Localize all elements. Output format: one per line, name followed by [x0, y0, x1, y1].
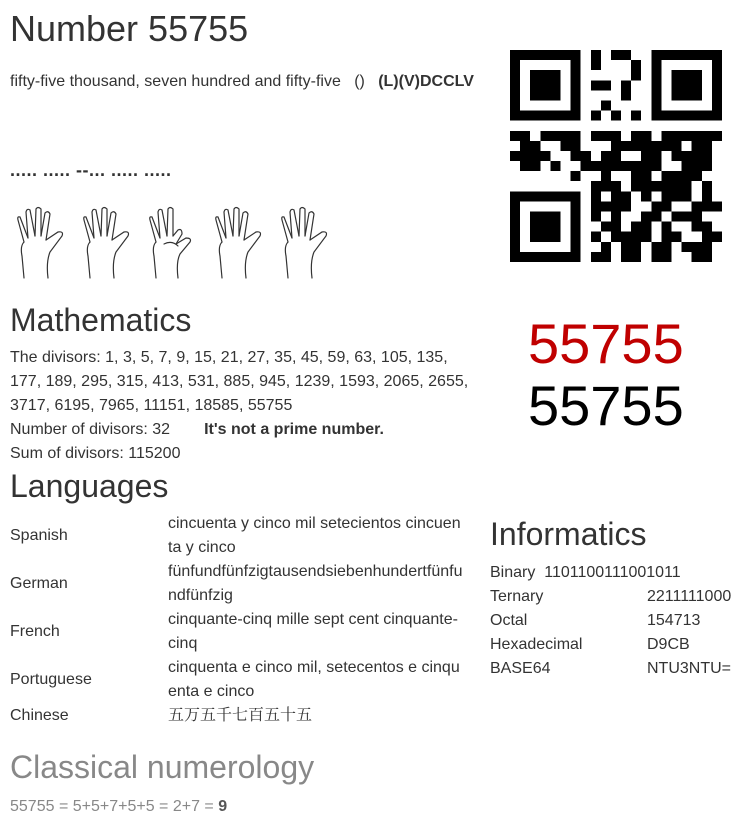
info-value: D9CB	[647, 636, 690, 653]
hand-five-icon	[208, 206, 272, 280]
info-key: BASE64	[490, 660, 551, 677]
sum-divisors-value: 115200	[128, 445, 181, 462]
num-divisors-line	[10, 418, 480, 442]
info-key	[490, 561, 731, 585]
language-value: cinquenta e cinco mil, setecentos e cinquenta e cinco	[168, 659, 460, 700]
sum-divisors-line	[10, 442, 480, 466]
informatics-table	[490, 561, 731, 681]
sum-divisors-label: Sum of divisors:	[10, 445, 124, 462]
table-row	[10, 512, 464, 560]
numerology-result: 9	[218, 798, 228, 815]
big-number-red: 55755	[528, 312, 684, 375]
hand-five-icon	[10, 206, 74, 280]
info-value: 2211111000	[647, 588, 732, 605]
hand-five-icon	[274, 206, 338, 280]
info-key: Hexadecimal	[490, 636, 583, 653]
hand-seven-icon	[142, 206, 206, 280]
page-title: Number 55755	[10, 8, 249, 49]
table-row	[10, 656, 464, 704]
language-value: cinquante-cinq mille sept cent cinquante-cinq	[168, 611, 458, 652]
table-row	[490, 633, 731, 657]
numerology-line	[10, 795, 227, 819]
languages-heading: Languages	[10, 468, 169, 504]
hand-five-icon	[76, 206, 140, 280]
languages-table	[10, 512, 464, 728]
info-value: NTU3NTU=	[647, 660, 732, 677]
language-value: cincuenta y cinco mil setecientos cincuenta y cinco	[168, 515, 461, 556]
number-in-words	[10, 70, 475, 94]
morse-code: ..... ..... --... ..... .....	[10, 160, 172, 180]
info-value: 154713	[647, 612, 701, 629]
prime-status: It's not a prime number.	[204, 421, 384, 438]
informatics-heading: Informatics	[490, 516, 647, 552]
roman-numeral: (L)(V)DCCLV	[378, 73, 474, 90]
hand-signs	[10, 206, 338, 280]
words-text: fifty-five thousand, seven hundred and fifty-five	[10, 73, 341, 90]
divisors-list: 1, 3, 5, 7, 9, 15, 21, 27, 35, 45, 59, 63, 105, 135, 177, 189, 295, 315, 413, 531, 885, 945, 1239, 1593, 2065, 2655, 3717, 6195, 7965, 11151, 18585, 55755	[10, 349, 469, 414]
language-value: 五万五千七百五十五	[168, 707, 313, 724]
parenthesis-text: ()	[354, 73, 365, 90]
table-row	[490, 585, 731, 609]
table-row	[490, 657, 731, 681]
language-name: Portuguese	[10, 671, 92, 688]
info-key-binary: Binary	[490, 564, 536, 581]
table-row	[490, 561, 731, 585]
table-row	[10, 560, 464, 608]
language-name: French	[10, 623, 60, 640]
num-divisors-value: 32	[152, 421, 171, 438]
info-key: Ternary	[490, 588, 544, 605]
language-name: German	[10, 575, 68, 592]
table-row	[10, 704, 464, 728]
divisors-label: The divisors:	[10, 349, 101, 366]
language-name: Chinese	[10, 707, 69, 724]
numerology-equation: 55755 = 5+5+7+5+5 = 2+7 =	[10, 798, 214, 815]
info-key: Octal	[490, 612, 528, 629]
language-name: Spanish	[10, 527, 68, 544]
mathematics-heading: Mathematics	[10, 302, 192, 338]
table-row	[490, 609, 731, 633]
big-number-black: 55755	[528, 374, 684, 437]
language-value: fünfundfünfzigtausendsiebenhundertfünfundfünfzig	[168, 563, 463, 604]
divisors-line	[10, 346, 480, 418]
qr-code-icon	[510, 50, 722, 262]
table-row	[10, 608, 464, 656]
info-value-binary: 1101100111001011	[544, 564, 681, 581]
numerology-heading: Classical numerology	[10, 749, 315, 785]
num-divisors-label: Number of divisors:	[10, 421, 148, 438]
mathematics-section	[10, 346, 480, 466]
